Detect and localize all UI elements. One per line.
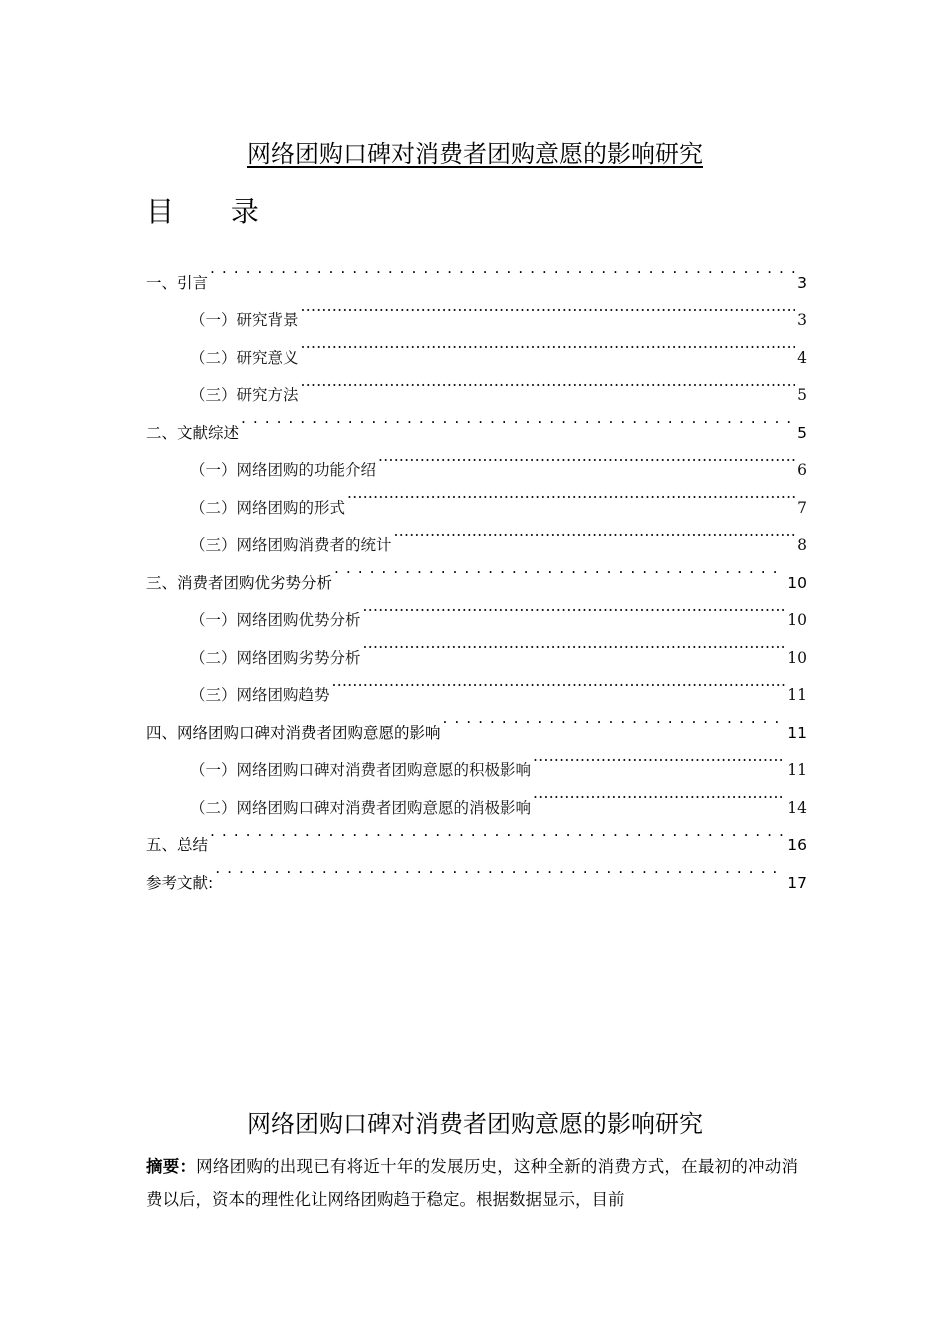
toc-entry-page: 7 [797,498,807,517]
toc-leader-dots [533,738,785,776]
toc-entry-page: 11 [787,761,807,779]
toc-entry[interactable] [146,288,807,329]
toc-entry-label: （一）网络团购口碑对消费者团购意愿的积极影响 [190,761,532,779]
document-title: 网络团购口碑对消费者团购意愿的影响研究 [247,140,703,168]
toc-leader-dots [443,700,786,738]
toc-heading: 目 录 [146,195,283,228]
toc-entry[interactable] [146,400,807,442]
toc-entry-label: （三）网络团购消费者的统计 [190,536,392,554]
toc-entry-label: （三）研究方法 [190,386,299,404]
table-of-contents [146,250,807,892]
toc-entry-page: 3 [797,273,807,292]
toc-entry[interactable] [146,850,807,892]
toc-entry-page: 4 [797,348,807,367]
abstract-text: 网络团购的出现已有将近十年的发展历史，这种全新的消费方式，在最初的冲动消费以后，资本的理性化让网络团购趋于稳定。根据数据显示，目前 [146,1157,799,1209]
toc-entry-page: 5 [797,386,807,404]
toc-leader-dots [301,325,796,363]
toc-leader-dots [533,775,785,813]
toc-entry-label: （三）网络团购趋势 [190,686,330,704]
toc-leader-dots [210,250,795,288]
toc-entry-page: 3 [797,311,807,329]
toc-leader-dots [363,588,786,626]
toc-entry-label: （一）网络团购优势分析 [190,611,361,629]
toc-entry-page: 10 [787,611,807,629]
abstract-paragraph [146,1150,798,1216]
toc-entry-page: 10 [787,648,807,667]
toc-entry-label: 四、网络团购口碑对消费者团购意愿的影响 [146,723,441,742]
toc-leader-dots [347,475,795,513]
toc-entry-label: （二）网络团购口碑对消费者团购意愿的消极影响 [190,798,532,817]
body-title: 网络团购口碑对消费者团购意愿的影响研究 [247,1110,703,1138]
toc-entry-label: （一）网络团购的功能介绍 [190,461,377,479]
toc-leader-dots [301,288,796,326]
toc-entry-label: 五、总结 [146,836,209,854]
toc-entry-page: 11 [787,686,807,704]
toc-entry[interactable] [146,813,807,854]
toc-entry-page: 10 [787,573,807,592]
toc-entry-page: 11 [787,723,807,742]
toc-leader-dots [334,550,785,588]
toc-leader-dots [363,625,786,663]
toc-entry[interactable] [146,250,807,292]
abstract-label: 摘要： [146,1157,197,1176]
toc-entry-label: 三、消费者团购优劣势分析 [146,573,333,592]
toc-leader-dots [241,400,795,438]
toc-entry-label: 二、文献综述 [146,423,240,442]
toc-entry-label: 一、引言 [146,273,209,292]
toc-leader-dots [332,663,786,701]
toc-entry-page: 8 [797,536,807,554]
toc-entry-page: 17 [787,873,807,892]
toc-entry-label: （二）研究意义 [190,348,299,367]
toc-entry-label: （一）研究背景 [190,311,299,329]
toc-leader-dots [301,363,796,401]
toc-leader-dots [394,513,796,551]
toc-entry-label: 参考文献: [146,873,214,892]
toc-entry-label: （二）网络团购劣势分析 [190,648,361,667]
toc-entry-label: （二）网络团购的形式 [190,498,346,517]
toc-entry-page: 14 [787,798,807,817]
toc-entry[interactable] [146,438,807,479]
toc-entry-page: 6 [797,461,807,479]
toc-leader-dots [210,813,785,851]
toc-entry-page: 5 [797,423,807,442]
toc-entry-page: 16 [787,836,807,854]
toc-leader-dots [215,850,785,888]
toc-leader-dots [378,438,795,476]
